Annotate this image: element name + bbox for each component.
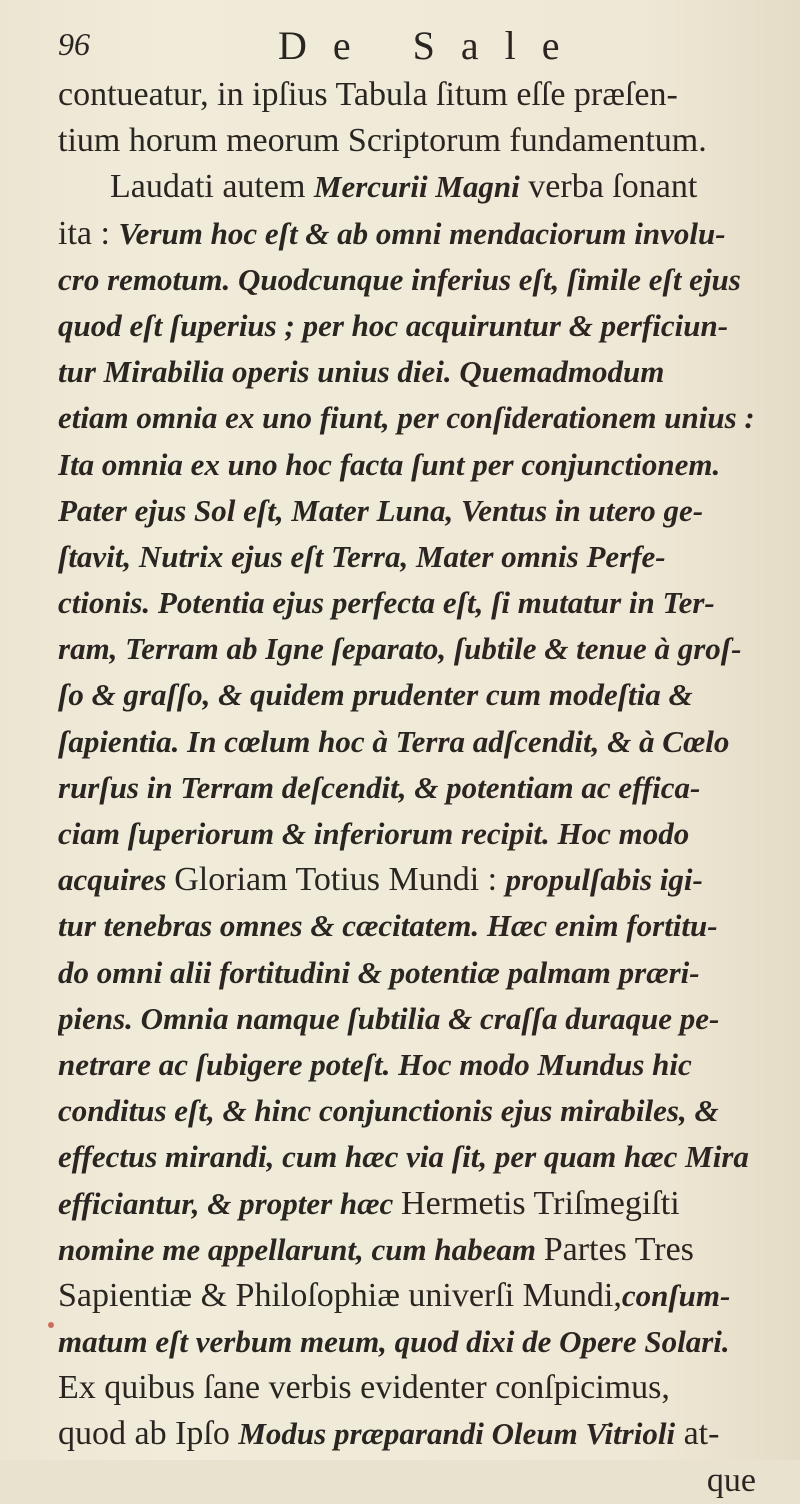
- text-segment: nomine me appellarunt, cum habeam: [58, 1231, 544, 1267]
- text-segment: acquires: [58, 862, 175, 898]
- text-segment: etiam omnia ex uno fiunt, per conſiderationem unius :: [58, 400, 755, 436]
- text-segment: verba ſonant: [519, 168, 698, 206]
- running-head: [58, 18, 758, 68]
- text-line: [58, 672, 778, 718]
- text-line: [58, 996, 778, 1042]
- text-line: [58, 811, 778, 857]
- text-segment: piens. Omnia namque ſubtilia & craſſa duraque pe-: [58, 1000, 720, 1036]
- text-segment: conditus eſt, & hinc conjunctionis ejus mirabiles, &: [58, 1093, 719, 1129]
- text-line: [58, 488, 778, 534]
- text-segment: Modus præparandi Oleum Vitrioli: [238, 1416, 676, 1452]
- text-line: [58, 349, 778, 395]
- text-line: [58, 72, 778, 118]
- text-line: [58, 1042, 778, 1088]
- text-segment: cro remotum. Quodcunque inferius eſt, ſimile eſt ejus: [58, 261, 741, 297]
- text-segment: tur tenebras omnes & cæcitatem. Hæc enim fortitu-: [58, 908, 718, 944]
- text-segment: ita :: [58, 214, 119, 252]
- text-line: [58, 1458, 778, 1504]
- text-line: [58, 395, 778, 441]
- text-segment: conſum-: [621, 1277, 731, 1313]
- text-segment: Gloriam Totius Mundi :: [174, 861, 506, 899]
- text-segment: contueatur, in ipſius Tabula ſitum eſſe præſen-: [58, 76, 678, 113]
- text-segment: at-: [675, 1415, 720, 1453]
- text-segment: Mercurii Magni: [313, 169, 520, 205]
- text-line: [58, 1273, 778, 1319]
- text-line: [58, 719, 778, 765]
- text-line: [58, 1411, 778, 1457]
- text-line: [58, 1181, 778, 1227]
- text-segment: efficiantur, & propter hæc: [58, 1185, 402, 1221]
- margin-mark: [48, 1322, 54, 1328]
- text-line: [58, 1134, 778, 1180]
- text-segment: ſtavit, Nutrix ejus eſt Terra, Mater omnis Perfe-: [58, 538, 666, 574]
- text-segment: Partes Tres: [543, 1230, 694, 1268]
- text-line: [58, 626, 778, 672]
- text-line: [58, 1365, 778, 1411]
- text-line: [58, 257, 778, 303]
- text-line: [58, 903, 778, 949]
- text-segment: effectus mirandi, cum hæc via ſit, per quam hæc Mira: [58, 1139, 749, 1175]
- text-line: [58, 211, 778, 257]
- text-segment: ſapientia. In cœlum hoc à Terra adſcendit, & à Cœlo: [58, 723, 730, 759]
- text-line: [58, 580, 778, 626]
- text-segment: ſo & graſſo, & quidem prudenter cum modeſtia &: [58, 677, 693, 713]
- text-line: [58, 950, 778, 996]
- text-line: [58, 1088, 778, 1134]
- text-segment: Laudati autem: [110, 168, 314, 206]
- text-line: [58, 534, 778, 580]
- text-segment: Ex quibus ſane verbis evidenter conſpicimus,: [58, 1369, 670, 1407]
- text-segment: do omni alii fortitudini & potentiæ palmam præri-: [58, 954, 700, 990]
- text-segment: ciam ſuperiorum & inferiorum recipit. Hoc modo: [58, 816, 690, 851]
- text-line: [58, 442, 778, 488]
- running-title: De Sale: [278, 23, 586, 68]
- text-line: [58, 857, 778, 903]
- text-line: [58, 1227, 778, 1273]
- text-segment: netrare ac ſubigere poteſt. Hoc modo Mundus hic: [58, 1046, 692, 1082]
- text-segment: quod ab Ipſo: [58, 1415, 239, 1453]
- text-segment: Verum hoc eſt & ab omni mendaciorum involu-: [118, 215, 726, 251]
- text-segment: tium horum meorum Scriptorum fundamentum.: [58, 122, 707, 160]
- text-segment: Pater ejus Sol eſt, Mater Luna, Ventus in utero ge-: [58, 492, 704, 528]
- text-line: [58, 118, 778, 164]
- text-segment: Ita omnia ex uno hoc facta ſunt per conjunctionem.: [58, 446, 721, 482]
- text-segment: ctionis. Potentia ejus perfecta eſt, ſi mutatur in Ter-: [58, 585, 715, 621]
- text-segment: tur Mirabilia operis unius diei. Quemadmodum: [58, 354, 665, 390]
- text-segment: ram, Terram ab Igne ſeparato, ſubtile & tenue à groſ-: [58, 631, 742, 667]
- text-segment: Hermetis Triſmegiſti: [401, 1184, 680, 1222]
- body-text: [58, 72, 778, 1504]
- text-segment: rurſus in Terram deſcendit, & potentiam ac effica-: [58, 769, 701, 805]
- text-segment: quod eſt ſuperius ; per hoc acquiruntur & perficiun-: [58, 307, 729, 343]
- text-segment: que: [706, 1461, 756, 1499]
- page-number: 96: [58, 26, 90, 62]
- text-line: [58, 1319, 778, 1365]
- text-segment: propulſabis igi-: [505, 862, 703, 898]
- text-line: [58, 164, 778, 210]
- text-segment: Sapientiæ & Philoſophiæ univerſi Mundi,: [58, 1276, 622, 1314]
- text-line: [58, 765, 778, 811]
- text-segment: matum eſt verbum meum, quod dixi de Opere Solari.: [58, 1324, 730, 1360]
- text-line: [58, 303, 778, 349]
